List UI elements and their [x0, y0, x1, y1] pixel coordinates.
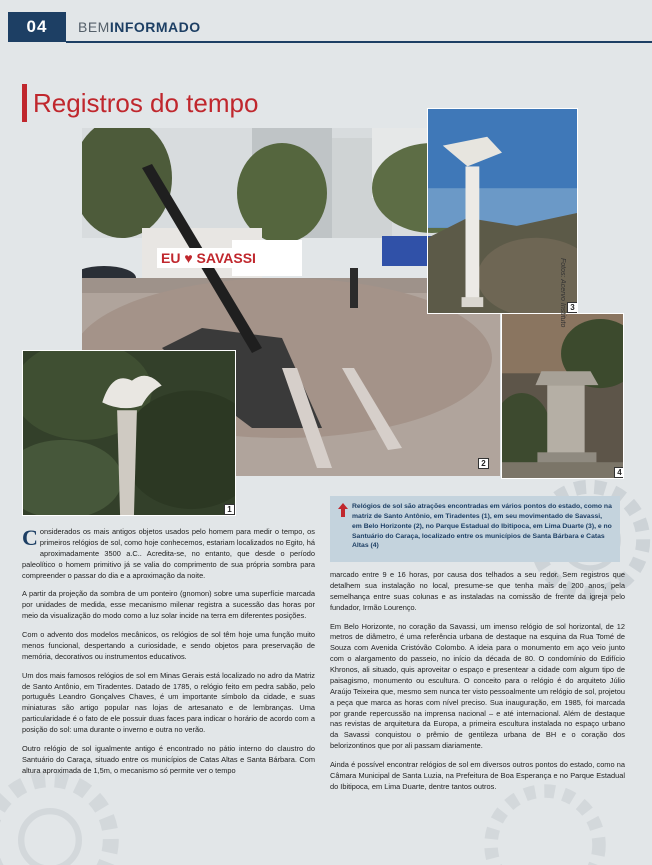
- photo-label-1: 1: [224, 504, 235, 515]
- photo-ibitipoca-sundial: [427, 108, 578, 314]
- paragraph-intro: [22, 527, 315, 581]
- title-accent-bar: [22, 84, 27, 122]
- paragraph-mechanical: Com o advento dos modelos mecânicos, os relógios de sol têm hoje uma função muito menos funcional, despertando a curiosidade, e sendo objetos para preservação de memória, decorativos ou instrumentos educativos.: [22, 630, 315, 661]
- brand-suffix: INFORMADO: [109, 19, 201, 35]
- paragraph-savassi: Em Belo Horizonte, no coração da Savassi, um imenso relógio de sol horizontal, de 12 metros de diâmetro, é uma referência urbana de destaque na esquina da Rua Tomé de Souza com Avenida Cristóvão Colombo. A ideia para o monumento em aço veio junto com o alargamento do passeio, no início da década de 80. O condomínio do Edifício Khronos, ali situado, quis aproveitar o espaço e presentear a cidade com algum tipo de paisagismo, monumento ou escultura. O conceito para o relógio é do arquiteto Júlio Araújo Teixeira que, mesmo sem nunca ter visto pessoalmente um relógio de sol, projetou a peça que marca as horas com nível preciso. Sua inauguração, em 1985, foi marcada por grande repercussão na imprensa nacional – e até internacional. Além de destaque nas revistas de arquitetura da Europa, a primeira escultura instalada no espaço urbano da Savassi conquistou o prêmio de gentileza urbana de BH e o coração dos belorizontinos que por ali passam diariamente.: [330, 621, 625, 751]
- paragraph-caraca: Outro relógio de sol igualmente antigo é encontrado no pátio interno do claustro do Santuário do Caraça, situado entre os municípios de Catas Altas e Santa Bárbara. Com altura aproximada de 1,5m, o mecanismo só permite ver o tempo: [22, 743, 315, 775]
- paragraph-gnomon: A partir da projeção da sombra de um ponteiro (gnomon) sobre uma superfície marcada por unidades de medida, esse mecanismo milenar registra a sucessão das horas por meio da visualização do modo como a luz solar incide na terra em diferentes posições.: [22, 589, 315, 621]
- photo-caption-box: [330, 496, 620, 562]
- caption-arrow-icon: [338, 503, 348, 517]
- magazine-brand: [78, 19, 201, 35]
- caraca-illustration: [502, 314, 623, 478]
- ibitipoca-illustration: [428, 109, 577, 313]
- header-rule: [66, 41, 652, 43]
- photo-caraca-sundial: [501, 313, 624, 479]
- caption-text: Relógios de sol são atrações encontradas em vários pontos do estado, como na matriz de Santo Antônio, em Tiradentes (1), em seu movimentado de Savassi, em Belo Horizonte (2), no Parque Estadual do Ibitipoca, em Lima Duarte (3), e no Santuário do Caraça, localizado entre os municípios de Santa Bárbara e Catas Altas (4): [352, 503, 612, 550]
- paragraph-other-places: Ainda é possível encontrar relógios de sol em diversos outros pontos do estado, como na Câmara Municipal de Santa Luzia, na Prefeitura de Boa Esperança e no Parque Estadual do Ibitipoca, em Lima Duarte, dentre tantos outros.: [330, 760, 625, 791]
- paragraph-tiradentes: Um dos mais famosos relógios de sol em Minas Gerais está localizado no adro da Matriz de Santo Antônio, em Tiradentes. Datado de 1785, o relógio feito em pedra sabão, pelo português Leandro Gonçalves Chaves, é um importante símbolo da cidade, e suas miniaturas são artigo popular nas lojas de artesanato e de lembranças. Uma particularidade é o fato de ele possuir duas faces para indicar o horário de acordo com a posição do sol: uma durante o inverno e outra no verão.: [22, 670, 315, 734]
- photo-label-3: 3: [567, 302, 578, 313]
- page-number: 04: [8, 12, 66, 42]
- brand-prefix: BEM: [78, 19, 110, 35]
- photo-credit: Fotos: Acervo Instituto: [559, 258, 566, 328]
- article-title: Registros do tempo: [33, 88, 259, 118]
- photo-label-2: 2: [478, 458, 489, 469]
- street-sign: EU ♥ SAVASSI: [157, 248, 260, 268]
- paragraph-intro-text: onsiderados os mais antigos objetos usados pelo homem para medir o tempo, os primeiros relógios de sol, como hoje conhecemos, estariam localizados no Egito, há aproximadamente 3500 a.C.. Acredita-se, no entanto, que desde o período paleolítico o homem primitivo já se valia do comprimento de sua própria sombra para compreender o passar do dia e a aproximação da noite.: [22, 527, 315, 580]
- article-column-1: [22, 527, 315, 857]
- photo-label-4: 4: [614, 467, 624, 478]
- article-column-2: [330, 570, 625, 860]
- paragraph-caraca-cont: marcado entre 9 e 16 horas, por causa dos telhados a seu redor. Sem registros que detalhem sua instalação no local, presume-se que tenha mais de 200 anos, pela semelhança entre suas colunas e as instaladas na comissão de frente da igreja pelo fundador, Irmão Lourenço.: [330, 570, 625, 612]
- photo-tiradentes-sundial: [22, 350, 236, 516]
- tiradentes-illustration: [23, 351, 235, 515]
- drop-cap: C: [22, 525, 38, 550]
